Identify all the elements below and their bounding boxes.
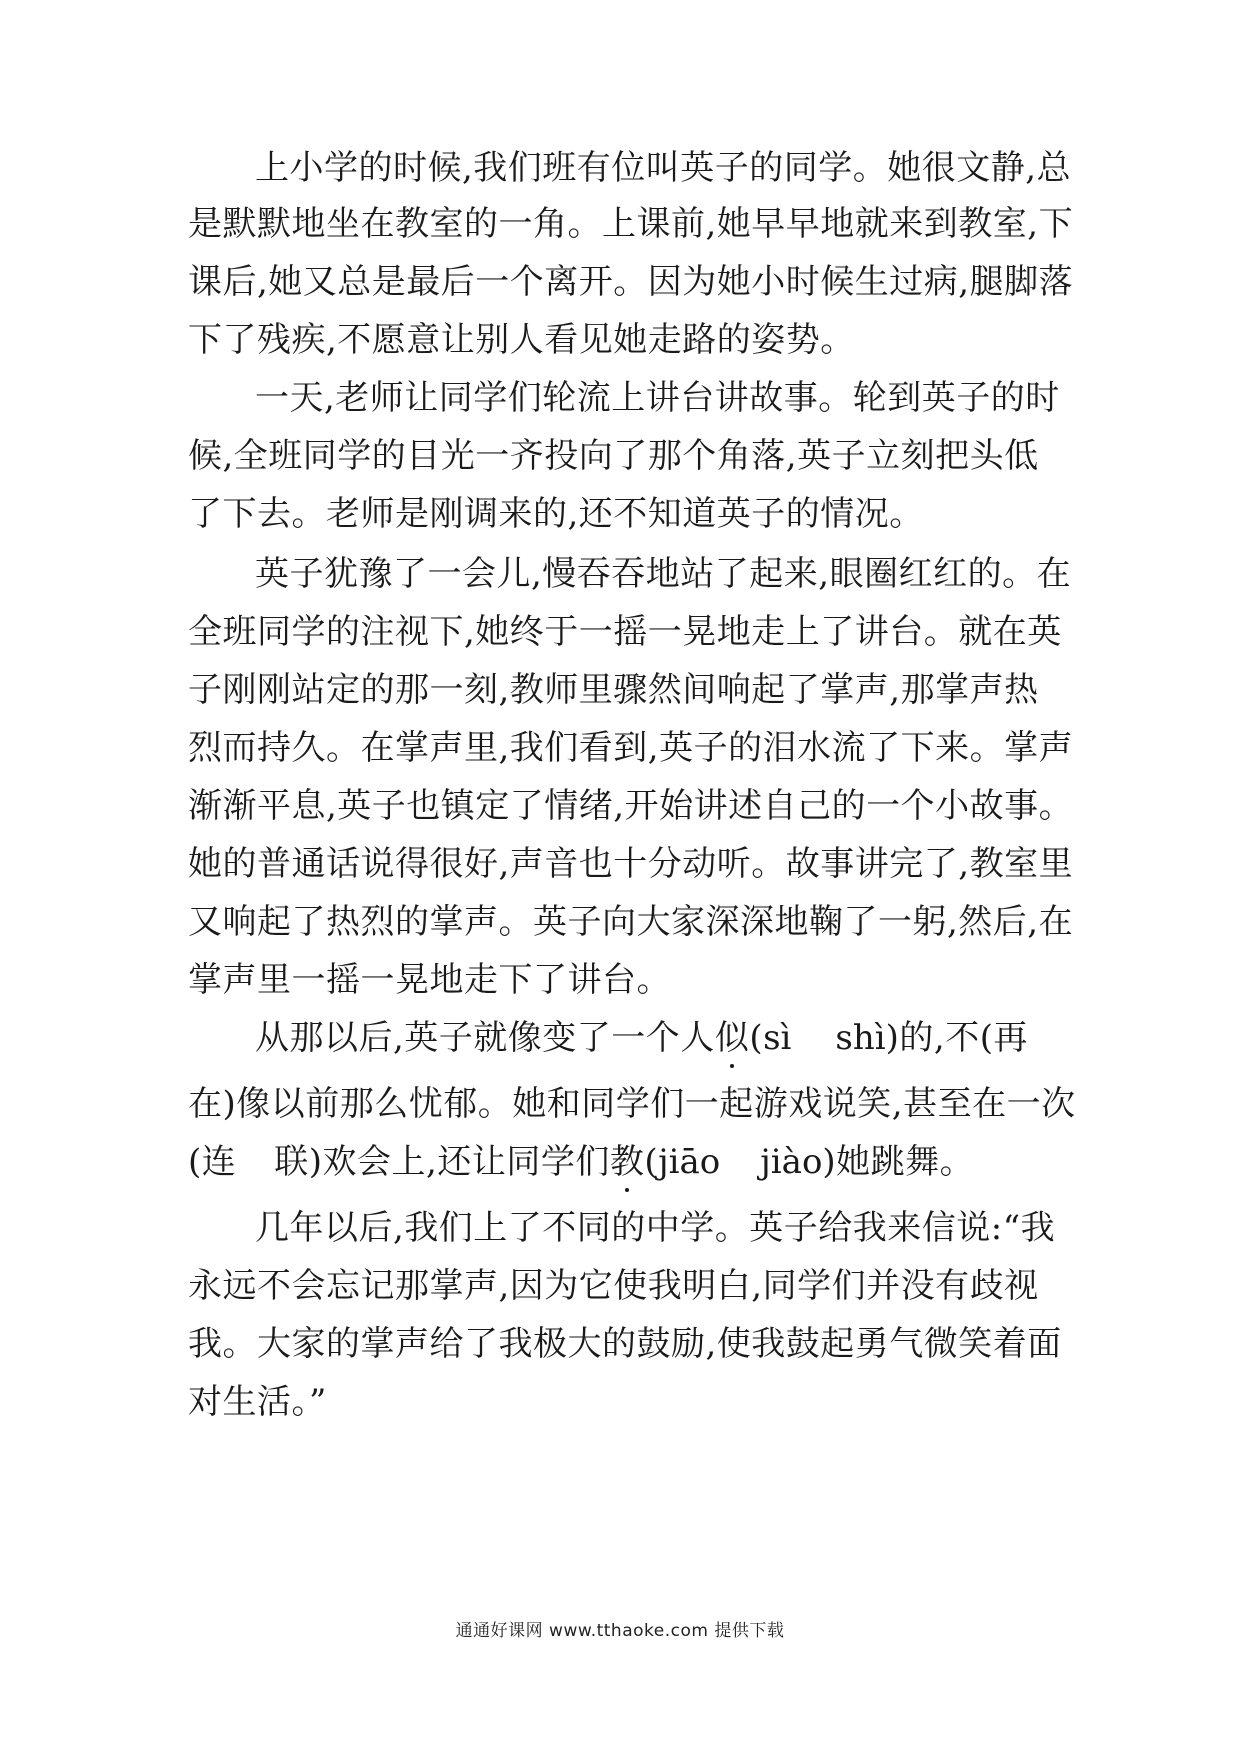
text-line: 几年以后,我们上了不同的中学。英子给我来信说:“我 [255,1208,1056,1248]
char-option: (连 [188,1142,237,1182]
text-line: 烈而持久。在掌声里,我们看到,英子的泪水流了下来。掌声 [188,728,1074,768]
exercise-text: )的,不(再 [885,1018,1028,1058]
text-line: 一天,老师让同学们轮流上讲台讲故事。轮到英子的时 [255,378,1060,418]
text-line: 上小学的时候,我们班有位叫英子的同学。她很文静,总 [255,148,1072,188]
exercise-text: )她跳舞。 [822,1142,975,1182]
exercise-line-2: 在)像以前那么忧郁。她和同学们一起游戏说笑,甚至在一次 [188,1084,1076,1124]
paren-open: ( [644,1142,659,1182]
exercise-text: 从那以后,英子就像变了一个人 [255,1018,715,1058]
paren-open: ( [749,1018,764,1058]
text-line: 下了残疾,不愿意让别人看见她走路的姿势。 [188,320,855,360]
dotted-character: 教 [609,1142,645,1182]
pinyin-option: jiào [760,1142,823,1182]
text-line: 是默默地坐在教室的一角。上课前,她早早地就来到教室,下 [188,204,1074,244]
text-line: 全班同学的注视下,她终于一摇一晃地走上了讲台。就在英 [188,612,1062,652]
text-line: 对生活。” [188,1382,327,1422]
text-line: 英子犹豫了一会儿,慢吞吞地站了起来,眼圈红红的。在 [255,554,1072,594]
pinyin-option: jiāo [658,1142,721,1182]
text-line: 掌声里一摇一晃地走下了讲台。 [188,960,671,1000]
text-line: 永远不会忘记那掌声,因为它使我明白,同学们并没有歧视 [188,1266,1039,1306]
dotted-character: 似 [714,1018,750,1058]
exercise-line-1 [255,1018,1028,1058]
pinyin-option: shì [835,1018,886,1058]
exercise-line-3 [188,1142,974,1182]
text-line: 候,全班同学的目光一齐投向了那个角落,英子立刻把头低 [188,436,1039,476]
text-line: 她的普通话说得很好,声音也十分动听。故事讲完了,教室里 [188,844,1074,884]
text-line: 渐渐平息,英子也镇定了情绪,开始讲述自己的一个小故事。 [188,786,1074,826]
text-line: 子刚刚站定的那一刻,教师里骤然间响起了掌声,那掌声热 [188,670,1039,710]
exercise-text: 联)欢会上,还让同学们 [274,1142,610,1182]
footer-watermark: 通通好课网 www.tthaoke.com 提供下载 [455,1621,785,1641]
text-line: 了下去。老师是刚调来的,还不知道英子的情况。 [188,494,924,534]
text-line: 我。大家的掌声给了我极大的鼓励,使我鼓起勇气微笑着面 [188,1324,1062,1364]
text-line: 课后,她又总是最后一个离开。因为她小时候生过病,腿脚落 [188,262,1074,302]
text-line: 又响起了热烈的掌声。英子向大家深深地鞠了一躬,然后,在 [188,902,1074,942]
pinyin-option: sì [763,1018,792,1058]
